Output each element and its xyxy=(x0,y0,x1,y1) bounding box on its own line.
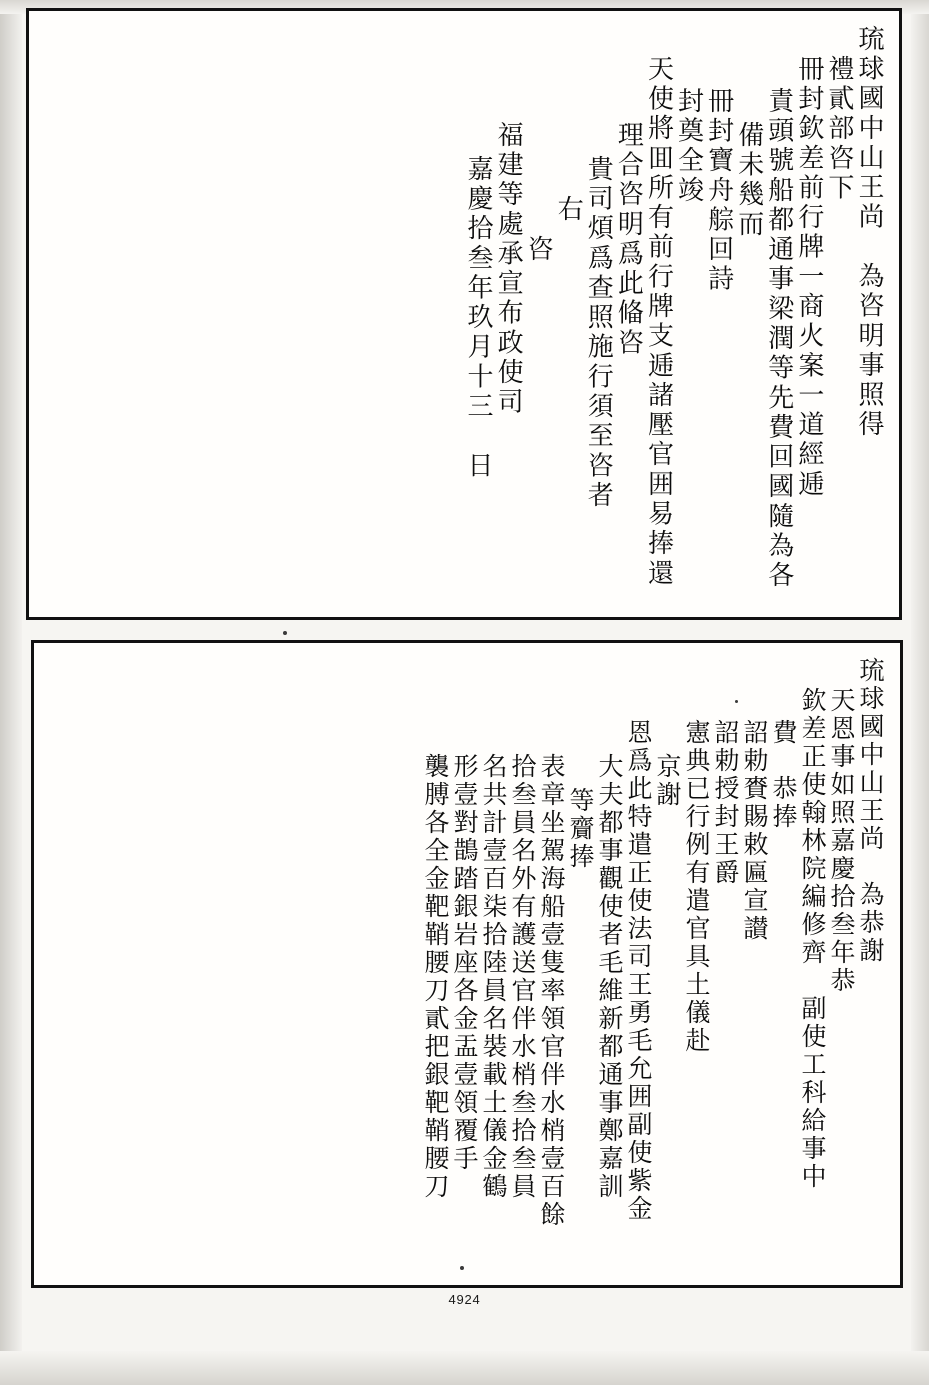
text-column: 形壹對鵲踏銀岩座各金盂壹領覆手 xyxy=(450,753,479,1173)
text-column: 詔勅授封王爵 xyxy=(711,719,740,887)
text-column: 大夫都事觀使者毛維新都通事鄭嘉訓 xyxy=(595,753,624,1201)
page-edge-bottom xyxy=(0,1351,929,1385)
text-column: 費 恭捧 xyxy=(769,719,798,831)
scan-speck xyxy=(283,631,287,635)
text-column: 備未幾而 xyxy=(733,121,764,240)
page-edge-left xyxy=(0,0,22,1385)
text-column: 憲典已行例有遣官具土儀赴 xyxy=(682,719,711,1055)
text-column: 冊封寶舟䑸回詩 xyxy=(703,87,734,295)
text-column: 天使將囬所有前行牌支逓諸壓官囲易捧還 xyxy=(643,55,674,589)
text-column: 嘉慶拾叁年玖月十三 日 xyxy=(462,155,493,482)
text-column: 琉球國中山王尚 為恭謝 xyxy=(856,657,885,965)
document-block-upper-columns xyxy=(29,11,899,617)
scan-speck xyxy=(735,700,738,703)
page-edge-right xyxy=(911,0,929,1385)
text-column: 恩爲此特遣正使法司王勇毛允囲副使紫金 xyxy=(624,719,653,1223)
scan-speck xyxy=(460,1266,464,1270)
text-column: 右 xyxy=(553,195,584,225)
text-column: 詔勅賚賜敕匾宣讃 xyxy=(740,719,769,943)
text-column: 理合咨明爲此偹咨 xyxy=(613,121,644,359)
text-column: 天恩事如照嘉慶拾叁年恭 xyxy=(827,687,856,995)
text-column: 冊封欽差前行牌一商火案一道經逓 xyxy=(793,55,824,500)
text-column: 表章坐駕海船壹隻率領官伴水梢壹百餘 xyxy=(537,753,566,1229)
text-column: 京謝 xyxy=(653,753,682,809)
text-column: 等齎捧 xyxy=(566,787,595,871)
text-column: 名共計壹百柒拾陸員名裝載土儀金鶴 xyxy=(479,753,508,1201)
text-column: 咨 xyxy=(523,235,554,265)
text-column: 責頭號船都通事梁潤等先費回國隨為各 xyxy=(763,87,794,591)
document-block-upper xyxy=(26,8,902,620)
text-column: 琉球國中山王尚 為咨明事照得 xyxy=(854,25,884,440)
text-column: 欽差正使翰林院編修齊 副使工科給事中 xyxy=(798,687,827,1191)
text-column: 福建等處承宣布政使司 xyxy=(493,121,524,418)
document-block-lower xyxy=(31,640,903,1288)
text-column: 封奠全竣 xyxy=(673,87,704,206)
text-column: 貴司煩爲查照施行須至咨者 xyxy=(583,155,614,511)
text-column: 襲膊各全金靶鞘腰刀貳把銀靶鞘腰刀 xyxy=(421,753,450,1201)
page-number: 4924 xyxy=(448,1292,481,1307)
document-block-lower-columns xyxy=(34,643,900,1285)
text-column: 拾叁員名外有護送官伴水梢叁拾叁員 xyxy=(508,753,537,1201)
text-column: 禮貳部咨下 xyxy=(823,55,854,204)
